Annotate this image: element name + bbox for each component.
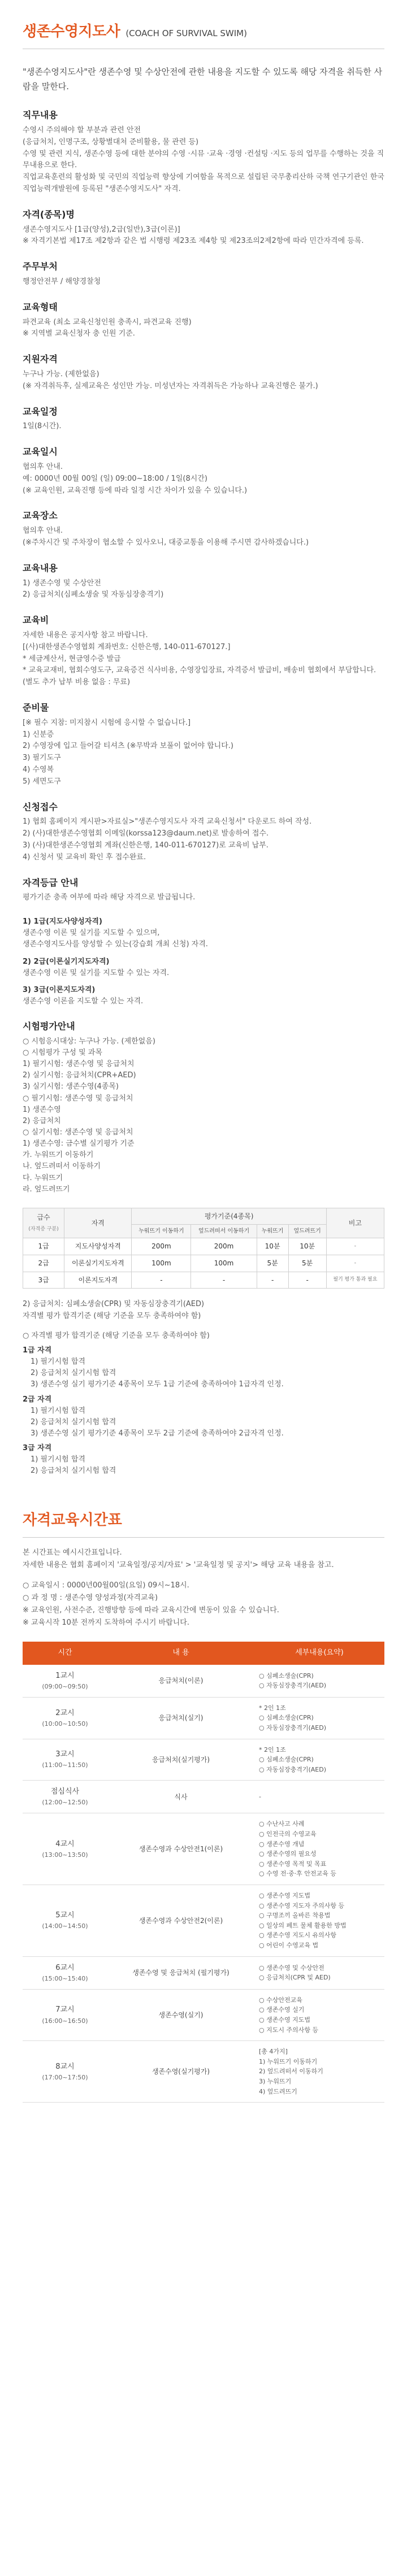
info-section [23, 701, 384, 788]
section-heading: 교육일시 [23, 446, 58, 458]
schedule-content: 생존수영과 수상안전1(이론) [107, 1813, 254, 1885]
section-heading: 지원자격 [23, 354, 58, 365]
schedule-period: 5교시 [55, 1911, 75, 1920]
schedule-row [23, 1665, 384, 1698]
exam-item: 가. 누워뜨기 이동하기 [23, 1151, 94, 1160]
schedule-detail [254, 1739, 384, 1781]
schedule-period: 7교시 [55, 2005, 75, 2014]
schedule-row [23, 2041, 384, 2103]
section-body: 협의후 안내. 예: 0000년 00월 00일 (일) 09:00~18:00 / 1일(8시간) (※ 교육인원, 교육진행 등에 따라 일정 시간 차이가 있을 수 있습니다.) [23, 463, 248, 495]
eval-row [23, 1238, 384, 1255]
eval-cell-v2: 100m [191, 1255, 257, 1272]
section-heading: 교육형태 [23, 301, 58, 312]
eval-subcol: 누워뜨기 [257, 1225, 288, 1238]
schedule-detail-line: [총 4가지] [259, 2048, 288, 2056]
schedule-detail-line: 2) 엎드려떠서 이동하기 [259, 2068, 323, 2075]
section-body: 누구나 가능. (제한없음) (※ 자격취득후, 실제교육은 성인만 가능. 미성년자는 자격취득은 가능하나 교육진행은 불가.) [23, 370, 318, 390]
schedule-time [23, 1665, 107, 1698]
eval-grade-header-sub: (자격증 구분) [28, 1226, 59, 1233]
schedule-content: 식사 [107, 1781, 254, 1813]
schedule-time [23, 2041, 107, 2103]
schedule-time [23, 1813, 107, 1885]
section-body: 1) 생존수영 및 수상안전 2) 응급처치(심폐소생술 및 자동심장충격기) [23, 578, 164, 599]
schedule-time [23, 1697, 107, 1739]
grade-list [23, 916, 384, 1007]
schedule-range: (15:00~15:40) [42, 1974, 88, 1982]
schedule-header-detail: 세부내용(요약) [254, 1642, 384, 1664]
section-heading: 주무부처 [23, 261, 58, 272]
section-heading: 자격(종목)명 [23, 208, 75, 220]
eval-cert-header: 자격 [64, 1208, 132, 1238]
schedule-time [23, 1885, 107, 1957]
schedule-range: (16:00~16:50) [42, 2017, 88, 2025]
schedule-detail-line: * 2인 1조 [259, 1746, 286, 1753]
eval-cell-note: 필기 평가 통과 필요 [326, 1272, 384, 1289]
schedule-detail [254, 1885, 384, 1957]
schedule-row [23, 1739, 384, 1781]
intro-text: "생존수영지도사"란 생존수영 및 수상안전에 관한 내용을 지도할 수 있도록 해당 자격을 취득한 사람을 말한다. [23, 67, 383, 92]
schedule-detail [254, 1697, 384, 1739]
schedule-detail-line: 3) 누워뜨기 [259, 2077, 292, 2085]
eval-cell-note: - [326, 1238, 384, 1255]
exam-item: 나. 엎드려떠서 이동하기 [23, 1162, 101, 1171]
eval-cell-grade: 2급 [23, 1255, 64, 1272]
eval-row [23, 1255, 384, 1272]
schedule-detail-line: ○ 생존수영 및 수상안전 [259, 1964, 324, 1972]
grade-body: 생존수영 이론을 지도할 수 있는 자격. [23, 997, 144, 1006]
schedule-detail-line: ○ 생존수영 지도법 [259, 1892, 310, 1900]
schedule-detail-line: ○ 생존수영 지도법 [259, 2016, 310, 2024]
exam-item: ○ 실기시험: 생존수영 및 응급처치 [23, 1128, 133, 1137]
exam-item: ○ 시험응시대상: 누구나 가능. (제한없음) [23, 1037, 155, 1046]
schedule-detail-line: ○ 수영 전·중·후 안전교육 등 [259, 1870, 336, 1878]
eval-cell-note: - [326, 1255, 384, 1272]
info-section [23, 260, 384, 288]
exam-heading: 시험평가안내 [23, 1021, 75, 1032]
pass-intro: ○ 자격별 평가 합격기준 (해당 기준을 모두 충족하여야 함) [23, 1331, 210, 1340]
exam-item: 다. 누워뜨기 [23, 1173, 63, 1182]
pass-level-item: 2) 응급처치 실기시험 합격 [31, 1467, 116, 1476]
section-heading: 준비물 [23, 702, 49, 713]
after-table-text: 2) 응급처치: 심폐소생술(CPR) 및 자동심장충격기(AED) 자격별 평가 합격기준 (해당 기준을 모두 충족하여야 함) [23, 1300, 205, 1321]
schedule-detail [254, 1956, 384, 1989]
schedule-header-time: 시간 [23, 1642, 107, 1664]
schedule-note: ○ 교육일시 : 0000년00월00일(요일) 09시~18시. [23, 1581, 189, 1590]
schedule-table [23, 1642, 384, 2103]
schedule-time [23, 1956, 107, 1989]
info-section [23, 613, 384, 689]
section-body: 생존수영지도사 [1급(양성),2급(일반),3급(이론)] ※ 자격기본법 제17조 제2항과 같은 법 시행령 제23조 제4항 및 제23조의2제2항에 따라 민간자격에 등록. [23, 225, 364, 246]
schedule-detail-line: ○ 응급처치(CPR 및 AED) [259, 1974, 331, 1982]
section-body: 수영시 주의해야 할 부분과 관련 안전 (응급처치, 인명구조, 상황별대처 준비활용, 물 관련 등) 수영 및 관련 지식, 생존수영 등에 대한 분야의 수영 ·시뮤 ·교육 ·경영 ·컨설팅 ·지도 등의 업무를 수행하는 것을 직무내용으로 한다. 직업교육훈련의 활성화 및 국민의 직업능력 향상에 기여함을 목적으로 설립된 국무총리산하 국책 연구기관인 한국직업능력개발원에 등록된 "생존수영지도사" 자격. [23, 126, 384, 194]
schedule-period: 6교시 [55, 1963, 75, 1972]
schedule-detail [254, 1665, 384, 1698]
schedule-detail-line: ○ 생존수영 개념 [259, 1840, 305, 1848]
schedule-period: 점심식사 [50, 1787, 80, 1796]
schedule-range: (14:00~14:50) [42, 1922, 88, 1930]
exam-item: 라. 엎드려뜨기 [23, 1185, 70, 1194]
info-section [23, 301, 384, 340]
eval-cell-v4: 5분 [288, 1255, 326, 1272]
eval-cell-v2: 200m [191, 1238, 257, 1255]
section-body: 파견교육 (최소 교육신청인원 충족시, 파견교육 진행) ※ 지역별 교육신청자 충 인원 기준. [23, 317, 192, 338]
eval-criteria-header: 평가기준(4종목) [132, 1208, 326, 1225]
evaluation-table [23, 1208, 384, 1289]
schedule-content: 응급처치(실기) [107, 1697, 254, 1739]
exam-item: 1) 생존수영: 금수별 실기평가 기준 [23, 1139, 135, 1148]
pass-level-title: 1급 자격 [23, 1346, 52, 1355]
grade-title: 1) 1급(지도사양성자격) [23, 917, 102, 926]
schedule-detail-line: ○ 자동심장충격기(AED) [259, 1682, 327, 1690]
grade-body: 생존수영 이론 및 실기를 지도할 수 있으며, 생존수영지도사를 양성할 수 있는(강습회 개최 신청) 자격. [23, 929, 208, 949]
schedule-row [23, 1956, 384, 1989]
section-heading: 자격등급 안내 [23, 877, 79, 888]
schedule-title: 자격교육시간표 [23, 1511, 122, 1529]
eval-grade-header-label: 급수 [37, 1213, 50, 1222]
schedule-range: (17:00~17:50) [42, 2073, 88, 2081]
section-body: 자세한 내용은 공지사항 참고 바랍니다. [(사)대한생존수영협회 계좌번호: 신한은행, 140-011-670127.] * 세금계산서, 현금영수증 발급 * 교육교재비, 협회수영도구, 교육증건 식사비용, 수영장입장료, 자격증서 발급비, 배송비 협회에서 부담합니다.(별도 추가 납부 비용 없음 : 무료) [23, 631, 376, 687]
eval-cell-v3: 10분 [257, 1238, 288, 1255]
schedule-detail-line: ○ 지도시 주의사항 등 [259, 2026, 319, 2034]
schedule-detail-line: ○ 구명조끼 올바른 착용법 [259, 1912, 331, 1920]
schedule-detail [254, 1781, 384, 1813]
eval-cell-v1: 200m [132, 1238, 191, 1255]
exam-item: 1) 필기시험: 생존수영 및 응급처치 [23, 1060, 135, 1069]
schedule-detail-line: ○ 생존수영 지도시 유의사항 [259, 1931, 336, 1939]
schedule-period: 4교시 [55, 1839, 75, 1848]
title-subtitle: (COACH OF SURVIVAL SWIM) [125, 28, 247, 38]
schedule-intro: 본 시간표는 예시시간표입니다. 자세한 내용은 협회 홈페이지 '교육일정/공지/자료' > '교육일정 및 공지'> 해당 교육 내용을 참고. [23, 1548, 334, 1569]
info-section [23, 108, 384, 195]
section-heading: 교육일정 [23, 406, 58, 417]
section-heading: 교육장소 [23, 510, 58, 521]
schedule-detail-line: ○ 일상의 페트 물체 활용한 방법 [259, 1921, 347, 1929]
exam-list [23, 1036, 384, 1195]
schedule-detail-line: ○ 심폐소생술(CPR) [259, 1672, 314, 1679]
schedule-time [23, 1781, 107, 1813]
exam-item: 3) 실기시험: 생존수영(4종목) [23, 1082, 119, 1091]
section-body: [※ 필수 지참: 미지참시 시험에 응시할 수 없습니다.] 1) 신분증 2) 수영장에 입고 들어갈 티셔츠 (※무박과 보풀이 없어야 합니다.) 3) 필기도구 4) 수영복 5) 세면도구 [23, 718, 233, 786]
section-body: 행정안전부 / 해양경찰청 [23, 277, 101, 286]
section-heading: 교육비 [23, 615, 49, 626]
schedule-range: (13:00~13:50) [42, 1851, 88, 1859]
eval-grade-header [23, 1208, 64, 1238]
schedule-header-content: 내 용 [107, 1642, 254, 1664]
info-section [23, 562, 384, 601]
eval-cell-grade: 3급 [23, 1272, 64, 1289]
schedule-detail-line: 4) 엎드려뜨기 [259, 2087, 297, 2095]
eval-cell-v4: - [288, 1272, 326, 1289]
pass-criteria [23, 1330, 384, 1477]
eval-note-header: 비고 [326, 1208, 384, 1238]
schedule-detail-line: ○ 어린이 수영교육 법 [259, 1942, 319, 1950]
eval-cell-v1: 100m [132, 1255, 191, 1272]
exam-item: ○ 시험평가 구성 및 과목 [23, 1048, 102, 1058]
title-main: 생존수영지도사 [23, 23, 120, 40]
pass-level-item: 1) 필기시험 합격 [31, 1455, 85, 1464]
grade-title: 3) 3급(이론지도자격) [23, 985, 96, 994]
info-section [23, 405, 384, 433]
schedule-content: 생존수영 및 응급처치 (필기평가) [107, 1956, 254, 1989]
section-body: 평가기준 충족 여부에 따라 해당 자격으로 발급됩니다. [23, 893, 196, 902]
schedule-time [23, 1739, 107, 1781]
pass-level-items [31, 1356, 384, 1390]
schedule-detail-line: ○ 자동심장충격기(AED) [259, 1724, 327, 1731]
schedule-detail-line: - [259, 1793, 261, 1801]
schedule-period: 3교시 [55, 1750, 75, 1759]
schedule-detail [254, 1989, 384, 2040]
eval-cell-v3: - [257, 1272, 288, 1289]
schedule-period: 2교시 [55, 1708, 75, 1717]
schedule-note: ※ 교육시작 10분 전까지 도착하여 주시기 바랍니다. [23, 1618, 189, 1628]
schedule-detail-line: ○ 수상안전교육 [259, 1996, 302, 2004]
eval-cell-v3: 5분 [257, 1255, 288, 1272]
schedule-time [23, 1989, 107, 2040]
schedule-note: ○ 과 정 명 : 생존수영 양성과정(자격교육) [23, 1594, 158, 1603]
schedule-detail-line: 1) 누워뜨기 이동하기 [259, 2057, 318, 2065]
schedule-row [23, 1697, 384, 1739]
exam-item: 2) 실기시험: 응급처치(CPR+AED) [23, 1071, 136, 1080]
schedule-detail-line: ○ 자동심장충격기(AED) [259, 1765, 327, 1773]
exam-item: 2) 응급처치 [23, 1116, 61, 1125]
eval-cell-v2: - [191, 1272, 257, 1289]
section-heading: 교육내용 [23, 562, 58, 573]
eval-cell-cert: 지도사양성자격 [64, 1238, 132, 1255]
schedule-content: 응급처치(실기평가) [107, 1739, 254, 1781]
schedule-content: 생존수영(실기) [107, 1989, 254, 2040]
eval-cell-grade: 1급 [23, 1238, 64, 1255]
schedule-detail [254, 2041, 384, 2103]
schedule-detail-line: ○ 수난사고 사례 [259, 1820, 305, 1828]
exam-section [23, 1020, 384, 1195]
pass-level-item: 1) 필기시험 합격 [31, 1357, 85, 1367]
schedule-note: ※ 교육인원, 사전수준, 진행방향 등에 따라 교육시간에 변동이 있을 수 있습니다. [23, 1606, 279, 1615]
pass-levels [23, 1345, 384, 1477]
page-title [23, 20, 384, 43]
schedule-detail-line: ○ 심폐소생술(CPR) [259, 1756, 314, 1764]
info-section [23, 353, 384, 392]
eval-subcol: 누워뜨기 이동하기 [132, 1225, 191, 1238]
eval-cell-v4: 10분 [288, 1238, 326, 1255]
section-body: 협의후 안내. (※주차시간 및 주차장이 협소할 수 있사오니, 대중교통을 이용해 주시면 감사하겠습니다.) [23, 526, 309, 547]
grade-body: 생존수영 이론 및 실기를 지도할 수 있는 자격. [23, 968, 170, 977]
exam-item: ○ 필기시험: 생존수영 및 응급처치 [23, 1094, 133, 1103]
pass-level-item: 2) 응급처치 실기시험 합격 [31, 1417, 116, 1426]
section-body: 1) 협회 홈페이지 게시판>자료실>"생존수영지도사 자격 교육신청서" 다운로드 하여 작성. 2) (사)대한생존수영협회 이메일(korssa123@daum.net)로 발송하여 접수. 3) (사)대한생존수영협회 계좌(신한은행, 140-011-670127)로 교육비 납부. 4) 신청서 및 교육비 확인 후 접수완료. [23, 817, 312, 861]
schedule-detail-line: ○ 인전극의 수영교육 [259, 1830, 317, 1838]
eval-subcol: 엎드려뜨기 [288, 1225, 326, 1238]
eval-row [23, 1272, 384, 1289]
schedule-detail [254, 1813, 384, 1885]
pass-level-item: 3) 생존수영 실기 평가기준 4종목이 모두 2급 기준에 충족하여야 2급자격 인정. [31, 1429, 284, 1438]
schedule-content: 응급처치(이론) [107, 1665, 254, 1698]
eval-cell-v1: - [132, 1272, 191, 1289]
pass-level-item: 3) 생존수영 실기 평가기준 4종목이 모두 1급 기준에 충족하여야 1급자격 인정. [31, 1380, 284, 1389]
pass-level-items [31, 1454, 384, 1477]
schedule-detail-line: ○ 생존수영 실기 [259, 2006, 305, 2014]
schedule-row [23, 1813, 384, 1885]
schedule-range: (12:00~12:50) [42, 1799, 88, 1807]
pass-level-title: 3급 자격 [23, 1444, 52, 1453]
eval-cell-cert: 이론지도자격 [64, 1272, 132, 1289]
section-heading: 직무내용 [23, 110, 58, 121]
schedule-detail-line: ○ 심폐소생술(CPR) [259, 1714, 314, 1722]
pass-level-item: 2) 응급처치 실기시험 합격 [31, 1369, 116, 1378]
schedule-period: 1교시 [55, 1671, 75, 1680]
eval-cell-cert: 이론실기지도자격 [64, 1255, 132, 1272]
schedule-period: 8교시 [55, 2062, 75, 2071]
schedule-detail-line: * 2인 1조 [259, 1704, 286, 1712]
schedule-row [23, 1781, 384, 1813]
info-sections [23, 108, 384, 904]
schedule-range: (11:00~11:50) [42, 1761, 88, 1769]
info-section [23, 509, 384, 549]
info-section [23, 800, 384, 864]
schedule-detail-line: ○ 생존수영의 필요성 [259, 1850, 317, 1858]
section-body: 1일(8시간). [23, 422, 62, 431]
schedule-range: (10:00~10:50) [42, 1720, 88, 1728]
exam-item: 1) 생존수영 [23, 1105, 61, 1114]
pass-level-items [31, 1406, 384, 1439]
divider [23, 1537, 384, 1538]
schedule-detail-line: ○ 생존수영 지도자 주의사항 등 [259, 1901, 345, 1909]
grade-descriptions [23, 916, 384, 1007]
info-section [23, 445, 384, 497]
grade-title: 2) 2급(이론실기지도자격) [23, 957, 110, 966]
info-section [23, 876, 384, 904]
schedule-row [23, 1989, 384, 2040]
pass-level-item: 1) 필기시험 합격 [31, 1406, 85, 1415]
schedule-content: 생존수영(실기평가) [107, 2041, 254, 2103]
pass-level-title: 2급 자격 [23, 1395, 52, 1404]
section-heading: 신청접수 [23, 801, 58, 812]
schedule-content: 생존수영과 수상안전2(이론) [107, 1885, 254, 1957]
schedule-row [23, 1885, 384, 1957]
schedule-notes [23, 1579, 384, 1629]
info-section [23, 208, 384, 247]
schedule-detail-line: ○ 생존수영 목적 및 목표 [259, 1860, 327, 1868]
eval-subcol: 엎드려떠서 이동하기 [191, 1225, 257, 1238]
schedule-range: (09:00~09:50) [42, 1682, 88, 1690]
